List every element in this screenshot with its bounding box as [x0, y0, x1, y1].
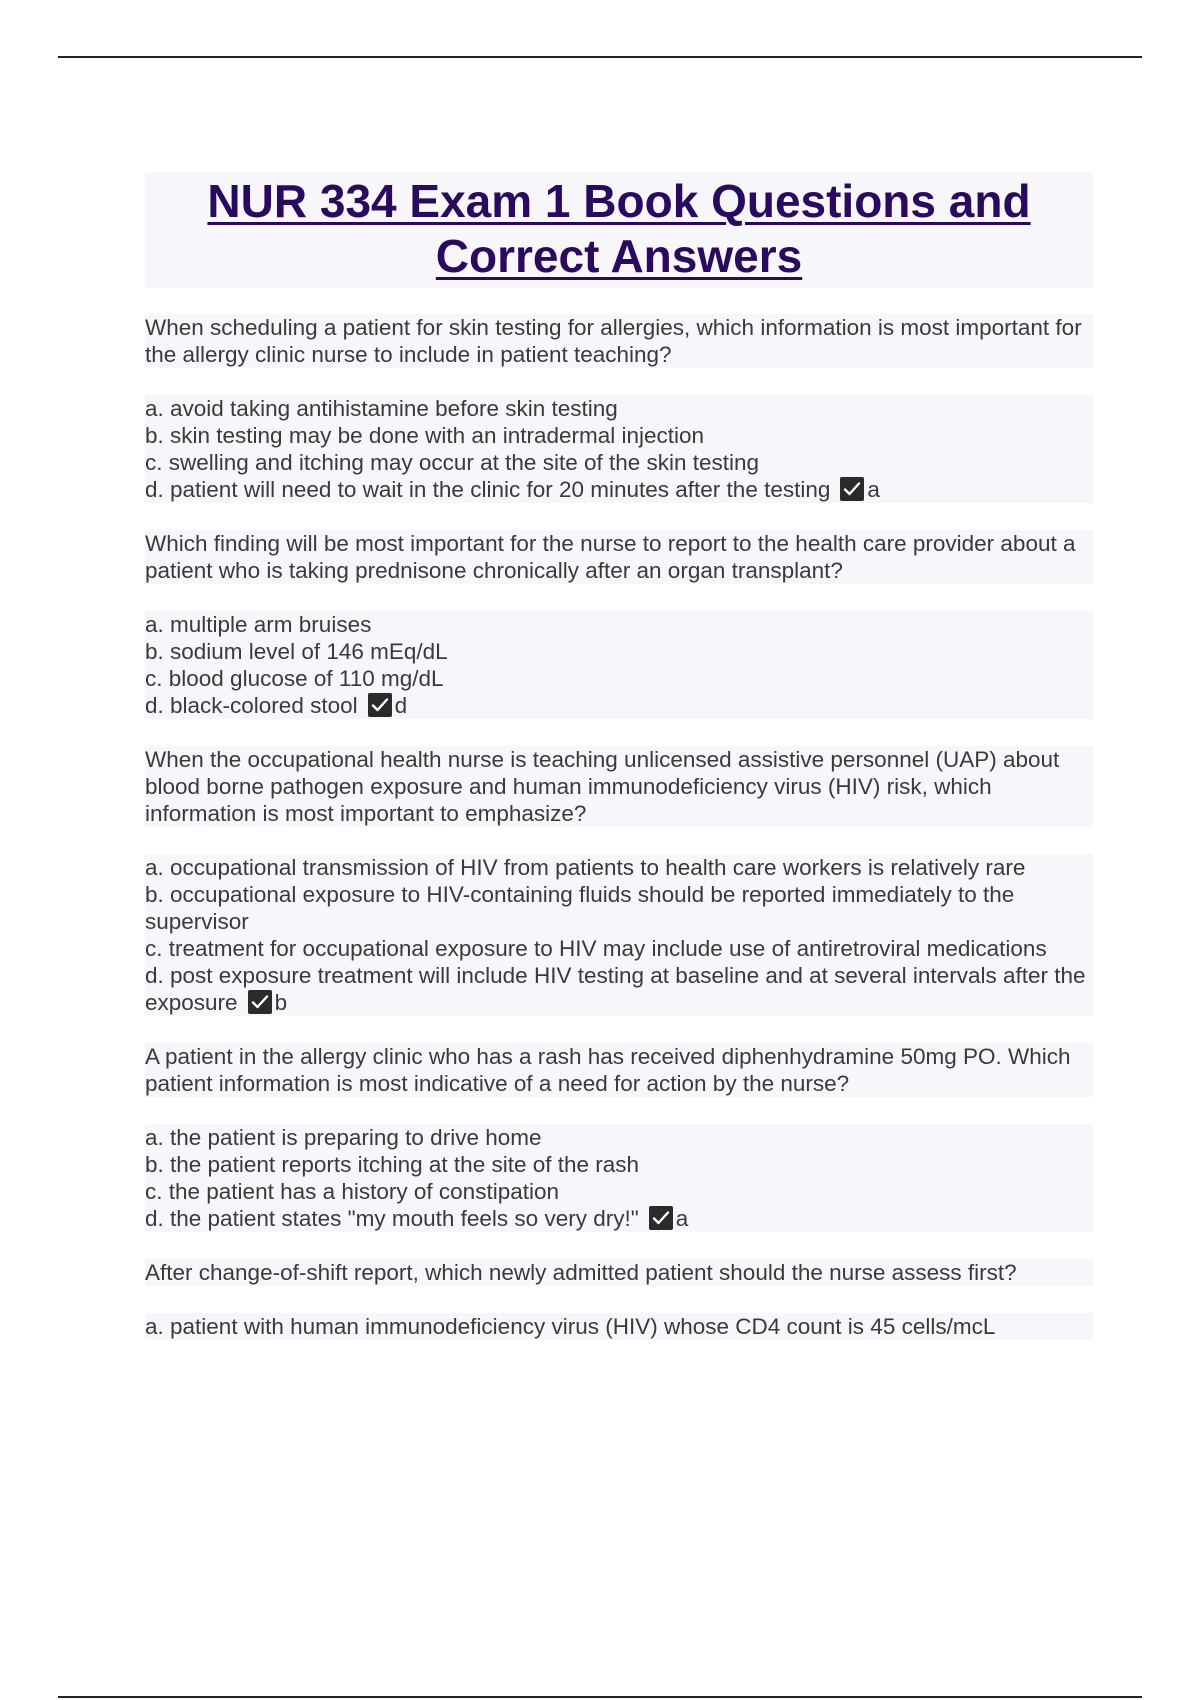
question-text: When scheduling a patient for skin testing for allergies, which information is most important for the allergy clinic nurse to include in patient teaching?	[145, 314, 1093, 368]
question-block-2	[145, 530, 1093, 719]
option-list	[145, 854, 1093, 1016]
option-text: a. patient with human immunodeficiency virus (HIV) whose CD4 count is 45 cells/mcL	[145, 1314, 996, 1339]
option-list	[145, 611, 1093, 719]
document-title: NUR 334 Exam 1 Book Questions and Correct Answers	[207, 175, 1031, 282]
option-text: a. avoid taking antihistamine before skin testing	[145, 396, 618, 421]
question-list	[145, 314, 1093, 1340]
option-text: b. the patient reports itching at the site of the rash	[145, 1152, 640, 1177]
option-text: d. the patient states "my mouth feels so very dry!"	[145, 1206, 639, 1231]
option-text: c. treatment for occupational exposure to HIV may include use of antiretroviral medications	[145, 936, 1047, 961]
title-box	[145, 172, 1093, 288]
option-text: c. blood glucose of 110 mg/dL	[145, 666, 444, 691]
option-text: a. the patient is preparing to drive home	[145, 1125, 542, 1150]
footer-rule	[58, 1696, 1142, 1698]
correct-answer: a	[867, 477, 880, 502]
correct-answer: d	[394, 693, 408, 718]
question-text: When the occupational health nurse is teaching unlicensed assistive personnel (UAP) about blood borne pathogen exposure and human immunodeficiency virus (HIV) risk, which information is most important to emphasize?	[145, 746, 1093, 827]
checkmark-icon	[368, 693, 392, 717]
answer-option	[145, 395, 1093, 422]
answer-option	[145, 854, 1093, 881]
question-text: A patient in the allergy clinic who has a rash has received diphenhydramine 50mg PO. Which patient information is most indicative of a need for action by the nurse?	[145, 1043, 1093, 1097]
answer-option	[145, 881, 1093, 935]
option-list	[145, 1124, 1093, 1232]
question-block-3	[145, 746, 1093, 1016]
answer-option	[145, 935, 1093, 962]
answer-option	[145, 422, 1093, 449]
question-block-4	[145, 1043, 1093, 1232]
header-rule	[58, 56, 1142, 58]
option-text: b. sodium level of 146 mEq/dL	[145, 639, 448, 664]
option-text: d. patient will need to wait in the clinic for 20 minutes after the testing	[145, 477, 831, 502]
answer-option	[145, 449, 1093, 476]
answer-option	[145, 962, 1093, 1016]
answer-option	[145, 476, 1093, 503]
correct-answer: a	[675, 1206, 689, 1231]
answer-option	[145, 1313, 1093, 1340]
answer-option	[145, 1124, 1093, 1151]
question-block-1	[145, 314, 1093, 503]
option-list	[145, 1313, 1093, 1340]
option-text: d. post exposure treatment will include HIV testing at baseline and at several intervals after the exposure	[145, 963, 1086, 1015]
answer-option	[145, 638, 1093, 665]
answer-option	[145, 1178, 1093, 1205]
answer-option	[145, 611, 1093, 638]
question-text: After change-of-shift report, which newly admitted patient should the nurse assess first?	[145, 1259, 1093, 1286]
checkmark-icon	[840, 477, 864, 501]
answer-option	[145, 1205, 1093, 1232]
option-text: c. swelling and itching may occur at the site of the skin testing	[145, 450, 760, 475]
question-text: Which finding will be most important for the nurse to report to the health care provider about a patient who is taking prednisone chronically after an organ transplant?	[145, 530, 1093, 584]
option-list	[145, 395, 1093, 503]
question-block-5	[145, 1259, 1093, 1340]
document-body	[145, 172, 1093, 1367]
option-text: b. skin testing may be done with an intradermal injection	[145, 423, 705, 448]
answer-option	[145, 665, 1093, 692]
option-text: a. multiple arm bruises	[145, 612, 372, 637]
checkmark-icon	[248, 990, 272, 1014]
answer-option	[145, 1151, 1093, 1178]
option-text: c. the patient has a history of constipation	[145, 1179, 559, 1204]
option-text: b. occupational exposure to HIV-containing fluids should be reported immediately to the supervisor	[145, 882, 1015, 934]
checkmark-icon	[649, 1206, 673, 1230]
option-text: d. black-colored stool	[145, 693, 358, 718]
option-text: a. occupational transmission of HIV from patients to health care workers is relatively rare	[145, 855, 1026, 880]
answer-option	[145, 692, 1093, 719]
correct-answer: b	[274, 990, 288, 1015]
